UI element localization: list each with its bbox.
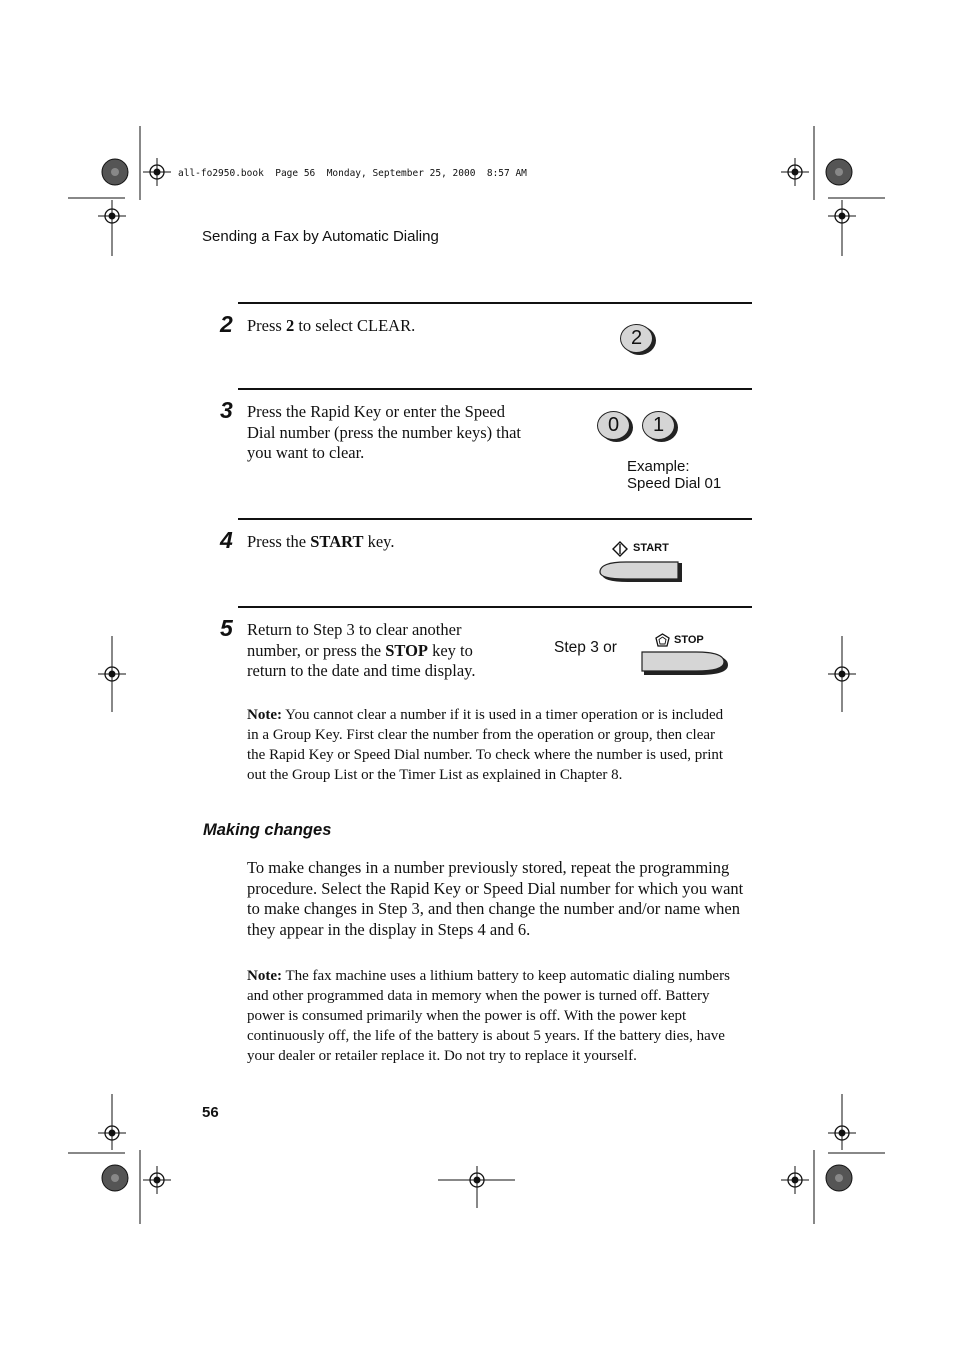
start-icon (612, 541, 628, 557)
step-text: Return to Step 3 to clear another number, or press the STOP key to return to the date and time display. (247, 620, 476, 681)
stop-key (640, 650, 730, 678)
step3-or-label: Step 3 or (554, 639, 617, 656)
stop-icon (655, 633, 670, 648)
rule (238, 606, 752, 608)
key-2: 2 (620, 324, 653, 353)
step-text: Press the START key. (247, 532, 395, 551)
key-1: 1 (642, 411, 675, 440)
rule (238, 302, 752, 304)
file-stamp: all-fo2950.book Page 56 Monday, September 25, 2000 8:57 AM (178, 168, 527, 179)
rule (238, 388, 752, 390)
making-changes-paragraph: To make changes in a number previously stored, repeat the programming procedure. Select the Rapid Key or Speed Dial number for which you want to make changes in Step 3, and then change the number and/or name when they appear in the display in Steps 4 and 6. (247, 858, 744, 940)
stop-label: STOP (674, 634, 704, 646)
section-heading: Making changes (203, 821, 332, 839)
running-header: Sending a Fax by Automatic Dialing (202, 228, 439, 245)
page-number: 56 (202, 1104, 219, 1121)
step-number: 4 (220, 527, 233, 553)
step-text: Press 2 to select CLEAR. (247, 316, 416, 335)
note-clear: Note: You cannot clear a number if it is used in a timer operation or is included in a Group Key. First clear the number from the operation or group, then clear the Rapid Key or Speed Dial number. To check where the number is used, print out the Group List or the Timer List as explained in Chapter 8. (247, 707, 724, 783)
step-number: 2 (220, 311, 233, 337)
step-text: Press the Rapid Key or enter the Speed Dial number (press the number keys) that you want to clear. (247, 402, 522, 463)
key-0: 0 (597, 411, 630, 440)
example-caption: Example: Speed Dial 01 (627, 458, 722, 492)
step-number: 5 (220, 615, 233, 641)
step-number: 3 (220, 397, 233, 423)
note-battery: Note: The fax machine uses a lithium battery to keep automatic dialing numbers and other programmed data in memory when the power is turned off. Battery power is consumed primarily when the power is off. With the power kept continuously off, the life of the battery is about 5 years. If the battery dies, have your dealer or retailer replace it. Do not try to replace it yourself. (247, 968, 730, 1064)
rule (238, 518, 752, 520)
start-key (598, 560, 686, 586)
start-label: START (633, 542, 669, 554)
